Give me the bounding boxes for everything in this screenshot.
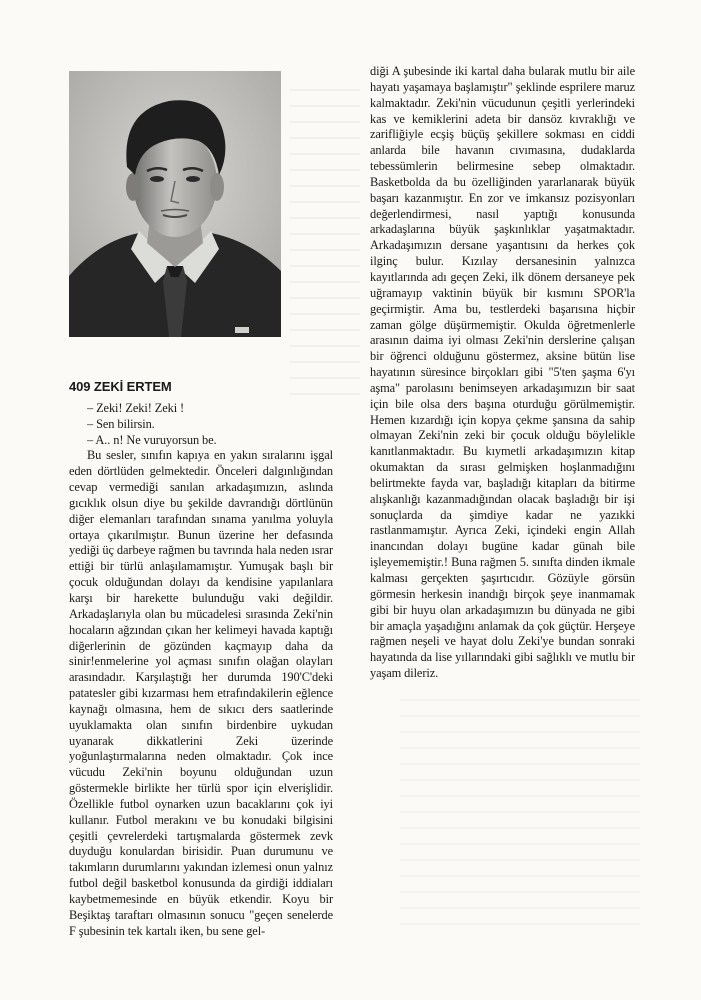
article-left-column <box>69 379 333 940</box>
dialogue-line: – Zeki! Zeki! Zeki ! <box>87 400 185 415</box>
dialogue-line: – A.. n! Ne vuruyorsun be. <box>87 432 217 447</box>
student-name-heading: 409 ZEKİ ERTEM <box>69 379 172 394</box>
article-paragraph-left: Bu sesler, sınıfın kapıya en yakın sıralarını işgal eden dörtlüden gelmektedir. Önceleri dalgınlığından cevap vermediği sanılan arkadaşımızın, aslında gıcıklık olsun diye bu şekilde davrandığı dörtlünün diğer elemanları tarafından sınama yanılma yoluyla ortaya çıkarılmıştır. Bunun üzerine her defasında yediği üç darbeye rağmen bu tavrında hala neden ısrar ettiği bir türlü anlaşılamamıştır. Yumuşak başlı bir çocuk olduğundan dolayı da kendisine yapılanlara karşı bir harekette bulunduğu vaki değildir. Arkadaşlarıyla olan bu mücadelesi sırasında Zeki'nin hocaların ağzından çıkan her kelimeyi havada kaptığı diğerlerinin de gözünden kaçmayıp daha da sinir!enmelerine yol açması sınıfın olağan olayları arasındadır. Karşılaştığı her durumda 190'C'deki patatesler gibi kızarması hem etrafındakilerin eğlence kaynağı olmasına, hem de sıkıcı ders saatlerinde uyuklamakta olan sınıfın birdenbire uykudan uyanarak dikkatlerini Zeki üzerinde yoğunlaştırmalarına neden olmaktadır. Çok ince vücudu Zeki'nin boyunu olduğundan uzun göstermekle birlikte her türlü spor için elverişlidir. Özellikle futbol oynarken uzun bacaklarını çok iyi kullanır. Futbol merakını ve bu konudaki bilgisini çeşitli çevrelerdeki tartışmalarda göstermek zevk duyduğu konulardan birisidir. Puan durumunu ve takımların durumlarını yakından izlemesi onun yalnız futbol değil basketbol konusunda da girdiği iddiaları kaybetmemesinde en büyük etkendir. Koyu bir Beşiktaş taraftarı olmasının sonucu "geçen senelerde F şubesinin tek kartalı iken, bu sene gel- <box>69 448 333 938</box>
bleed-through-text <box>400 690 640 930</box>
dialogue-lines <box>69 401 333 449</box>
student-portrait-photo <box>69 71 281 337</box>
article-paragraph-right: diği A şubesinde iki kartal daha bularak mutlu bir aile hayatı yaşamaya başlamıştır" şeklinde esprilere maruz kalmaktadır. Zeki'nin vücudunun çeşitli yerlerindeki kas ve kemiklerini adeta bir dansöz kıvraklığı ve zarifliğiyle ecşiş büçüş şekillere sokması en ciddi anlarda bile havanın cıvımasına, dudaklarda tebessümlerin belirmesine sebep olmaktadır. Basketbolda da bu özelliğinden yararlanarak büyük başarı kazanmıştır. En zor ve imkansız pozisyonları değerlendirmesi, nasıl yaptığı konusunda arkadaşlarına büyük şaşkınlıklar yaşatmaktadır. Arkadaşımızın dersane yaşantısını da herkes çok ilginç bulur. Kızılay dersanesinin yalnızca kayıtlarında adı geçen Zeki, ilk dönem dersaneye pek uğramayıp vaktinin büyük bir kısmını SPOR'la geçirmiştir. Ama bu, testlerdeki başarısına hiçbir zaman gölge düşürmemiştir. Okulda öğretmenlerle arasının daima iyi olması Zeki'nin derslerine çalışan bir öğrenci olduğunu göstermez, aksine bütün lise hayatının süresince birçokları gibi "5'ten şaşma 6'yı aşma" parolasını benimseyen arkadaşımızın bir saat için bile olsa ders başına oturduğu görülmemiştir. Hemen kızardığı için kopya çekme şansına da sahip olmayan Zeki'nin zeki bir çocuk olduğu böylelikle kanıtlanmaktadır. Bu kıymetli arkadaşımızın kitap okumaktan da sırası gelmişken hoşlanmadığını belirtmekte fayda var, başladığı kitapları da bitirme alışkanlığı kazanmadığından olacak başladığı bir işi sonuçlarda da şimdiye kadar ne yazıkki rastlanmamıştır. Ayrıca Zeki, içindeki engin Allah inancından dolayı bugüne kadar günah bile işleyememiştir.! Buna rağmen 5. sınıfta dinden ikmale kalması gerçekten şaşırtıcıdır. Gözüyle görsün görmesin herkesin inandığı birçok şeye inanmamak gibi bir huyu olan arkadaşımızın bu dünyada ne gibi bir amaçla yaşadığını anlamak da çok güçtür. Herşeye rağmen neşeli ve hayat dolu Zeki'ye bundan sonraki hayatında da lise yıllarındaki gibi sağlıklı ve mutlu bir yaşam dileriz. <box>370 64 635 681</box>
dialogue-line: – Sen bilirsin. <box>87 416 155 431</box>
portrait-icon <box>69 71 281 337</box>
bleed-through-text <box>290 80 360 400</box>
article-right-column <box>370 64 635 682</box>
